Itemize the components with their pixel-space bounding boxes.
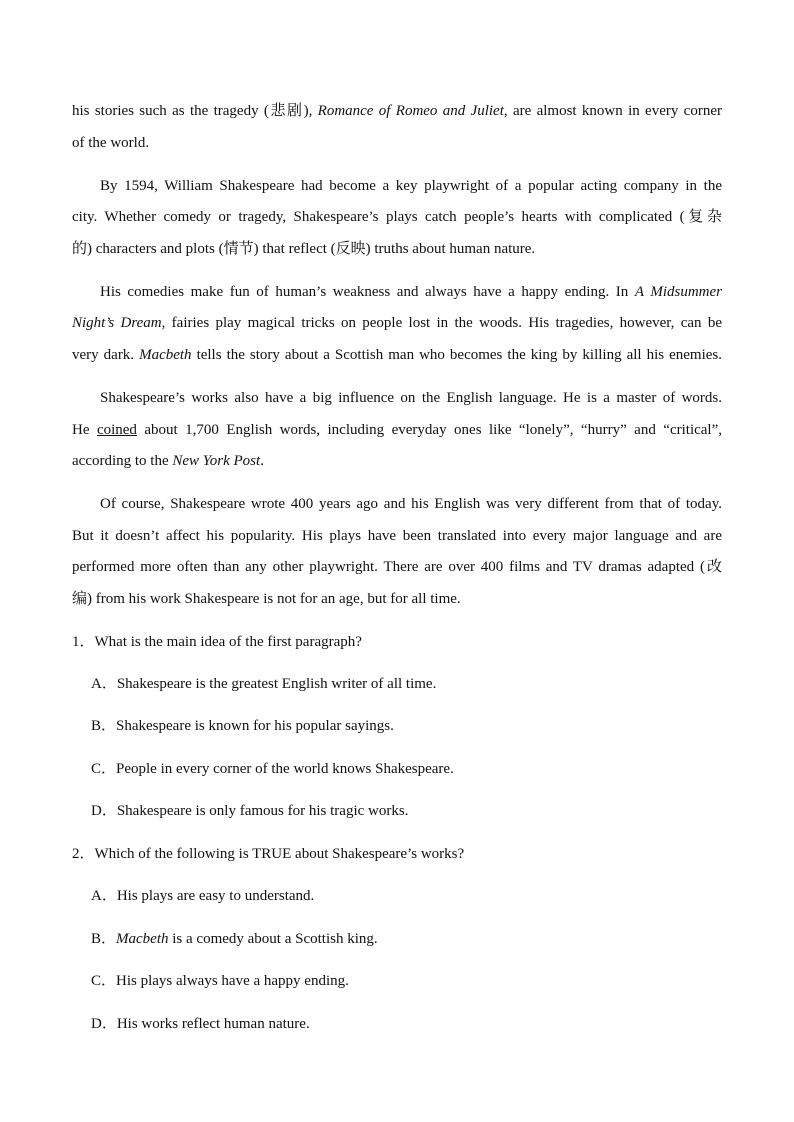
question-1-option-a[interactable]	[91, 674, 436, 694]
text: His comedies make fun of human’s weakness and always have a happy ending. In	[100, 284, 635, 300]
question-2-option-d[interactable]	[91, 1014, 310, 1034]
question-number: 2．	[72, 846, 95, 862]
paragraph-4-line-3	[72, 557, 722, 577]
option-text: His works reflect human nature.	[116, 1016, 310, 1032]
work-title: A Midsummer	[634, 284, 722, 300]
paragraph-4-line-1	[100, 494, 722, 514]
paragraph-4-line-2	[72, 526, 722, 546]
question-text: What is the main idea of the first paragraph?	[94, 634, 362, 650]
text: But it doesn’t affect his popularity. His plays have been translated into every major language and are	[72, 528, 722, 544]
work-title: Macbeth	[116, 931, 169, 947]
option-letter: A．	[91, 676, 117, 692]
question-2-option-b[interactable]	[91, 929, 378, 949]
paragraph-2-line-2	[72, 313, 722, 333]
paragraph-3-line-1	[100, 388, 722, 408]
text: Of course, Shakespeare wrote 400 years ago and his English was very different from that of today.	[100, 496, 722, 512]
underlined-word: coined	[96, 422, 137, 438]
paragraph-1-line-3	[72, 239, 535, 259]
option-letter: C．	[91, 973, 117, 989]
option-text: Shakespeare is only famous for his tragic works.	[116, 803, 409, 819]
text: He	[72, 422, 97, 438]
paragraph-1-line-1	[100, 176, 722, 196]
paragraph-0-line-2	[72, 133, 149, 153]
option-text: His plays always have a happy ending.	[116, 973, 349, 989]
text: according to the	[72, 453, 173, 469]
option-letter: A．	[91, 888, 117, 904]
question-2-option-c[interactable]	[91, 971, 349, 991]
paragraph-4-line-4	[72, 589, 461, 609]
question-1-option-b[interactable]	[91, 716, 394, 736]
publication-title: New York Post	[172, 453, 261, 469]
question-2	[72, 844, 464, 864]
question-1-option-c[interactable]	[91, 759, 454, 779]
paragraph-2-line-3	[72, 345, 722, 365]
text: of the world.	[72, 135, 150, 151]
option-text: is a comedy about a Scottish king.	[168, 931, 378, 947]
option-text: Shakespeare is the greatest English writer of all time.	[116, 676, 437, 692]
question-text: Which of the following is TRUE about Shakespeare’s works?	[94, 846, 465, 862]
option-letter: C．	[91, 761, 117, 777]
question-2-option-a[interactable]	[91, 886, 314, 906]
option-letter: D．	[91, 803, 117, 819]
paragraph-3-line-2	[72, 420, 722, 440]
option-text: His plays are easy to understand.	[116, 888, 315, 904]
work-title: Macbeth	[139, 347, 192, 363]
paragraph-0-line-1	[72, 101, 722, 121]
text: By 1594, William Shakespeare had become a key playwright of a popular acting company in the	[100, 178, 722, 194]
option-letter: B．	[91, 931, 117, 947]
text: 的) characters and plots (情节) that reflect (反映) truths about human nature.	[72, 241, 536, 257]
text: , are almost known in every corner	[503, 103, 722, 119]
question-number: 1．	[72, 634, 95, 650]
text: .	[260, 453, 264, 469]
option-text: Shakespeare is known for his popular sayings.	[116, 718, 394, 734]
question-1-option-d[interactable]	[91, 801, 408, 821]
work-title: Romance of Romeo and Juliet	[317, 103, 504, 119]
text: his stories such as the tragedy (悲剧),	[72, 103, 318, 119]
option-text: People in every corner of the world knows Shakespeare.	[116, 761, 454, 777]
text: performed more often than any other playwright. There are over 400 films and TV dramas adapted (改	[72, 559, 722, 575]
work-title: Night’s Dream	[72, 315, 162, 331]
text: Shakespeare’s works also have a big influence on the English language. He is a master of words.	[100, 390, 722, 406]
text: very dark.	[72, 347, 140, 363]
text: , fairies play magical tricks on people lost in the woods. His tragedies, however, can be	[161, 315, 722, 331]
text: city. Whether comedy or tragedy, Shakespeare’s plays catch people’s hearts with complicated (复杂	[72, 209, 722, 225]
option-letter: B．	[91, 718, 117, 734]
paragraph-1-line-2	[72, 207, 722, 227]
question-1	[72, 632, 362, 652]
text: tells the story about a Scottish man who becomes the king by killing all his enemies.	[191, 347, 722, 363]
paragraph-3-line-3	[72, 451, 264, 471]
option-letter: D．	[91, 1016, 117, 1032]
paragraph-2-line-1	[100, 282, 722, 302]
text: about 1,700 English words, including everyday ones like “lonely”, “hurry” and “critical”,	[136, 422, 722, 438]
text: 编) from his work Shakespeare is not for an age, but for all time.	[72, 591, 461, 607]
